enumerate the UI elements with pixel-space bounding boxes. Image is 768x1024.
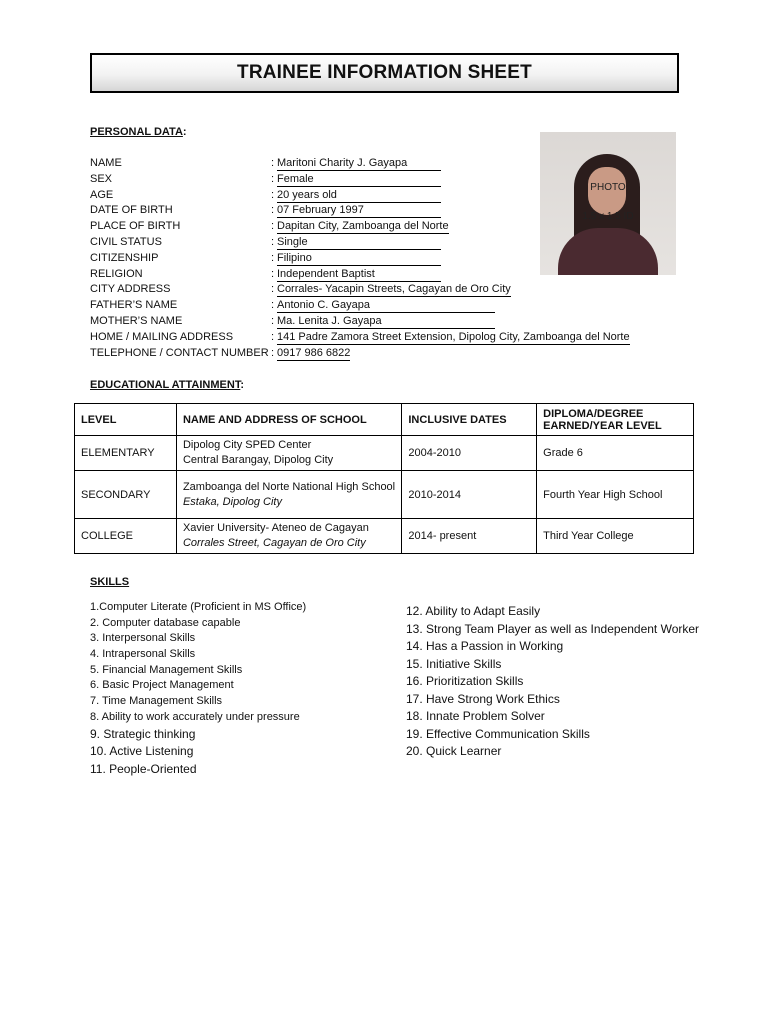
skill-item: 15. Initiative Skills bbox=[406, 656, 502, 671]
field-value: 0917 986 6822 bbox=[277, 346, 351, 359]
skill-item: 9. Strategic thinking bbox=[90, 726, 196, 741]
school-name: Dipolog City SPED Center bbox=[182, 439, 312, 451]
field-value: Female bbox=[277, 173, 441, 187]
trainee-photo bbox=[540, 132, 676, 275]
header-diploma: DIPLOMA/DEGREE EARNED/YEAR LEVEL bbox=[537, 404, 694, 436]
field-label: CIVIL STATUS bbox=[90, 236, 162, 248]
field-label: HOME / MAILING ADDRESS bbox=[90, 330, 234, 343]
skill-item: 18. Innate Problem Solver bbox=[406, 709, 545, 723]
field-value: Independent Baptist bbox=[277, 268, 441, 282]
school-address: Estaka, Dipolog City bbox=[182, 495, 282, 508]
field-label: DATE OF BIRTH bbox=[90, 204, 173, 217]
school-name: Xavier University- Ateneo de Cagayan bbox=[182, 522, 369, 534]
photo-size: 1.5 x 1.5 ID bbox=[582, 211, 634, 222]
cell-level: SECONDARY bbox=[75, 471, 177, 519]
title-box bbox=[90, 53, 679, 93]
photo-label: PHOTO bbox=[590, 182, 626, 193]
skills-list-left bbox=[90, 601, 306, 779]
skill-item: 4. Intrapersonal Skills bbox=[90, 648, 196, 661]
skills-list-right bbox=[406, 603, 706, 761]
field-label: RELIGION bbox=[90, 267, 143, 280]
table-header-row bbox=[75, 404, 694, 436]
cell-dates: 2004-2010 bbox=[402, 436, 537, 471]
skill-item: 1.Computer Literate (Proficient in MS Office) bbox=[90, 601, 307, 613]
field-label: MOTHER’S NAME bbox=[90, 315, 183, 327]
skill-item: 10. Active Listening bbox=[90, 744, 194, 758]
field-value: 20 years old bbox=[277, 189, 441, 203]
cell-school bbox=[176, 436, 401, 471]
field-label: CITY ADDRESS bbox=[90, 283, 171, 296]
table-row bbox=[75, 519, 694, 554]
skill-item: 16. Prioritization Skills bbox=[406, 674, 524, 688]
field-value: 141 Padre Zamora Street Extension, Dipolog City, Zamboanga del Norte bbox=[277, 330, 630, 343]
cell-diploma: Third Year College bbox=[537, 519, 694, 554]
skill-item: 17. Have Strong Work Ethics bbox=[406, 691, 560, 706]
skill-item: 20. Quick Learner bbox=[406, 744, 502, 758]
cell-school bbox=[176, 519, 401, 554]
field-value: Antonio C. Gayapa bbox=[277, 299, 495, 313]
skill-item: 12. Ability to Adapt Easily bbox=[406, 604, 541, 618]
field-label: PLACE OF BIRTH bbox=[90, 220, 181, 233]
field-label: AGE bbox=[90, 188, 114, 201]
skill-item: 11. People-Oriented bbox=[90, 761, 197, 776]
personal-data-heading: PERSONAL DATA: bbox=[90, 126, 187, 138]
skill-item: 3. Interpersonal Skills bbox=[90, 632, 196, 645]
cell-diploma: Fourth Year High School bbox=[537, 471, 694, 519]
field-value: 07 February 1997 bbox=[277, 204, 441, 218]
cell-school bbox=[176, 471, 401, 519]
field-label: NAME bbox=[90, 157, 122, 169]
skill-item: 14. Has a Passion in Working bbox=[406, 639, 564, 653]
skill-item: 2. Computer database capable bbox=[90, 616, 241, 629]
field-label: FATHER’S NAME bbox=[90, 299, 178, 312]
field-value: Dapitan City, Zamboanga del Norte bbox=[277, 220, 449, 233]
table-row bbox=[75, 436, 694, 471]
skill-item: 19. Effective Communication Skills bbox=[406, 726, 590, 741]
skill-item: 7. Time Management Skills bbox=[90, 695, 223, 708]
table-row bbox=[75, 471, 694, 519]
cell-dates: 2010-2014 bbox=[402, 471, 537, 519]
cell-level: COLLEGE bbox=[75, 519, 177, 554]
skill-item: 5. Financial Management Skills bbox=[90, 663, 243, 676]
field-label: CITIZENSHIP bbox=[90, 251, 159, 264]
cell-level: ELEMENTARY bbox=[75, 436, 177, 471]
header-dates: INCLUSIVE DATES bbox=[402, 404, 537, 436]
header-school: NAME AND ADDRESS OF SCHOOL bbox=[176, 404, 401, 436]
cell-dates: 2014- present bbox=[402, 519, 537, 554]
school-address: Central Barangay, Dipolog City bbox=[182, 454, 334, 466]
cell-diploma: Grade 6 bbox=[537, 436, 694, 471]
field-value: Maritoni Charity J. Gayapa bbox=[277, 157, 441, 171]
field-label: SEX bbox=[90, 172, 113, 185]
skill-item: 13. Strong Team Player as well as Independent Worker bbox=[406, 621, 700, 636]
school-address: Corrales Street, Cagayan de Oro City bbox=[182, 537, 366, 549]
education-table bbox=[74, 403, 694, 554]
skill-item: 6. Basic Project Management bbox=[90, 679, 234, 692]
skill-item: 8. Ability to work accurately under pressure bbox=[90, 710, 300, 723]
skills-heading: SKILLS bbox=[90, 576, 130, 588]
page-title: TRAINEE INFORMATION SHEET bbox=[237, 62, 532, 83]
header-level: LEVEL bbox=[75, 404, 177, 436]
field-value: Ma. Lenita J. Gayapa bbox=[277, 315, 495, 329]
school-name: Zamboanga del Norte National High School bbox=[182, 480, 396, 493]
field-label: TELEPHONE / CONTACT NUMBER bbox=[90, 346, 269, 359]
field-value: Corrales- Yacapin Streets, Cagayan de Oro City bbox=[277, 283, 511, 296]
education-heading: EDUCATIONAL ATTAINMENT: bbox=[90, 379, 244, 391]
field-value: Filipino bbox=[277, 252, 441, 266]
field-value: Single bbox=[277, 236, 441, 250]
